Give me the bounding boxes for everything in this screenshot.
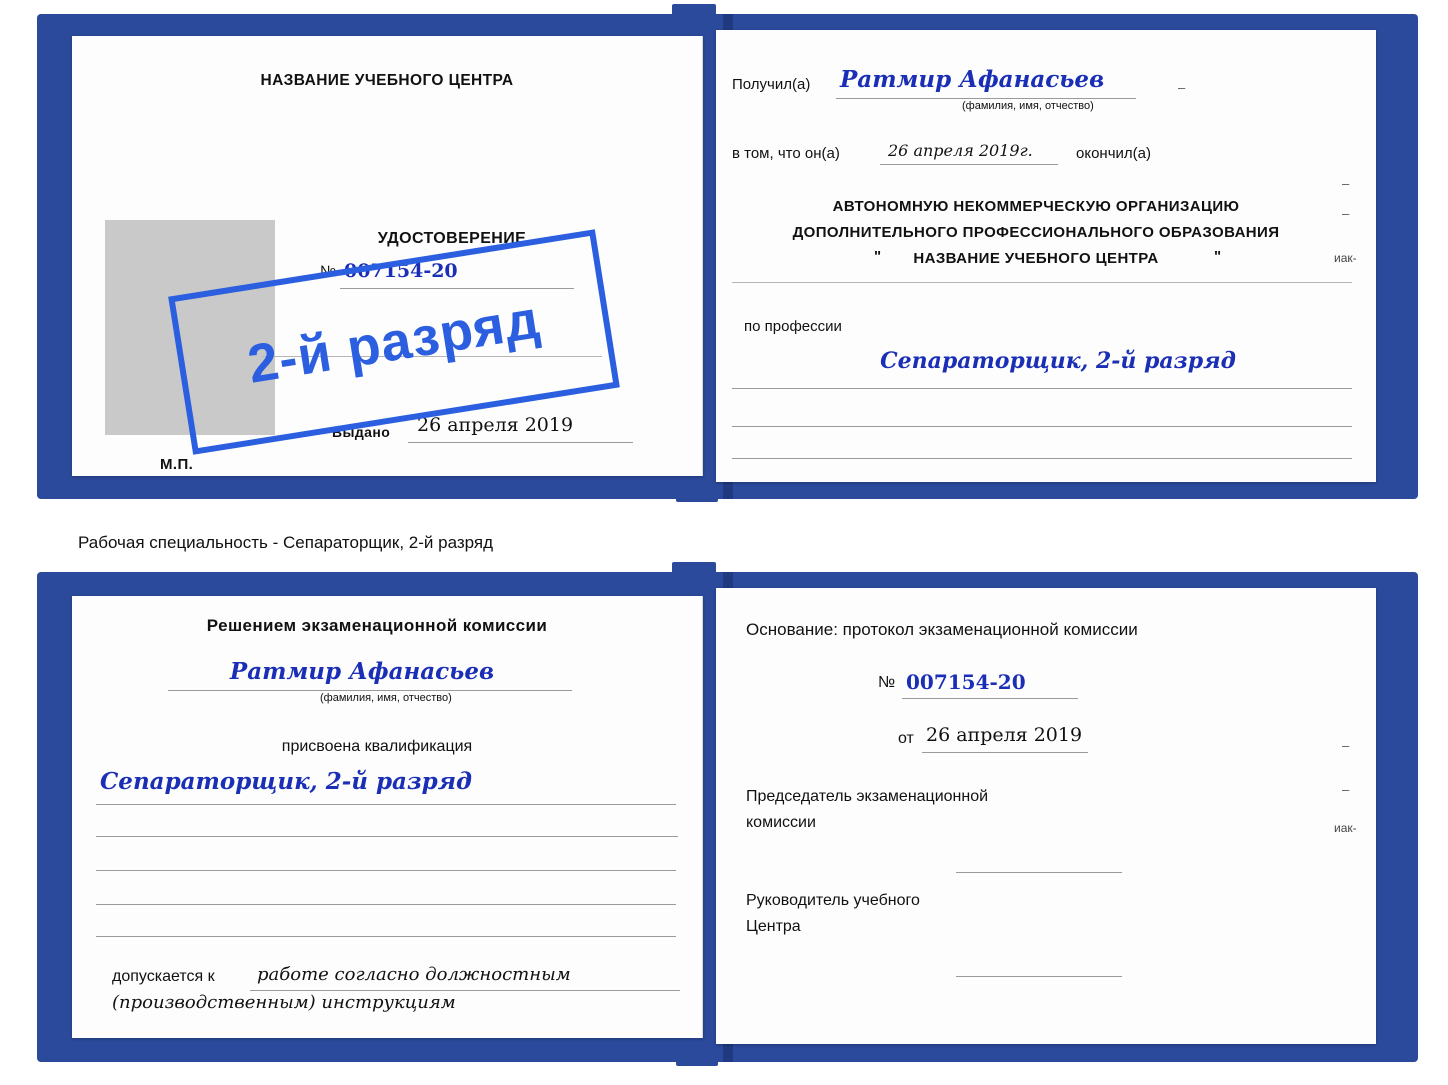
bottom-number-symbol: № bbox=[878, 674, 896, 691]
issued-date: 26 апреля 2019 bbox=[417, 414, 574, 436]
bottom-edge-text: иак- bbox=[1334, 821, 1357, 835]
head-sign-rule bbox=[956, 976, 1122, 977]
chairman-line-1: Председатель экзаменационной bbox=[746, 788, 989, 805]
edge-dash-4: – bbox=[1342, 738, 1350, 753]
training-center-name: НАЗВАНИЕ УЧЕБНОГО ЦЕНТРА bbox=[260, 72, 514, 89]
seal-label: М.П. bbox=[160, 456, 194, 473]
org-name: НАЗВАНИЕ УЧЕБНОГО ЦЕНТРА bbox=[913, 250, 1159, 267]
admitted-value-line2: (производственным) инструкциям bbox=[112, 992, 456, 1013]
head-line-1: Руководитель учебного bbox=[746, 892, 920, 909]
from-date: 26 апреля 2019 bbox=[926, 724, 1083, 746]
page-caption: Рабочая специальность - Сепараторщик, 2-й разряд bbox=[78, 533, 494, 552]
issued-rule bbox=[408, 442, 633, 443]
qual-rule-5 bbox=[96, 936, 676, 937]
profession-rule-3 bbox=[732, 458, 1352, 459]
profession-value: Сепараторщик, 2-й разряд bbox=[880, 348, 1236, 374]
admitted-label: допускается к bbox=[112, 968, 215, 985]
from-label: от bbox=[898, 730, 914, 747]
bottom-name-value: Ратмир Афанасьев bbox=[229, 658, 495, 685]
bottom-right-page bbox=[716, 588, 1376, 1044]
name-hint: (фамилия, имя, отчество) bbox=[962, 100, 1094, 112]
bottom-name-rule bbox=[168, 690, 572, 691]
edge-dash-2: – bbox=[1342, 176, 1350, 191]
top-edge-text: иак- bbox=[1334, 251, 1357, 265]
org-line-1: АВТОНОМНУЮ НЕКОММЕРЧЕСКУЮ ОРГАНИЗАЦИЮ bbox=[832, 198, 1240, 215]
edge-dash-3: – bbox=[1342, 206, 1350, 221]
org-quote-close: " bbox=[1214, 248, 1222, 265]
profession-rule-1 bbox=[732, 388, 1352, 389]
admitted-rule bbox=[250, 990, 680, 991]
cover-tab-bottom-bottom bbox=[676, 1044, 718, 1066]
qual-rule-2 bbox=[96, 836, 678, 837]
cover-tab-top-left bbox=[672, 4, 716, 28]
decision-title: Решением экзаменационной комиссии bbox=[206, 616, 548, 635]
profession-rule-2 bbox=[732, 426, 1352, 427]
qual-rule-1 bbox=[96, 804, 676, 805]
finished-label: окончил(а) bbox=[1076, 145, 1151, 162]
document-title: УДОСТОВЕРЕНИЕ bbox=[377, 230, 527, 247]
org-quote-open: " bbox=[874, 248, 882, 265]
cover-tab-bottom bbox=[676, 480, 718, 502]
qualification-value: Сепараторщик, 2-й разряд bbox=[100, 768, 473, 795]
bottom-left-page bbox=[72, 596, 703, 1038]
certificate-number: 007154-20 bbox=[344, 260, 458, 282]
bottom-number-rule bbox=[902, 698, 1078, 699]
head-line-2: Центра bbox=[746, 918, 801, 935]
watermark-stamp: 2-й разряд bbox=[168, 229, 620, 455]
edge-dash-1: – bbox=[1178, 80, 1186, 95]
basis-label: Основание: протокол экзаменационной комиссии bbox=[746, 620, 1138, 639]
that-he-label: в том, что он(а) bbox=[732, 145, 840, 162]
received-name: Ратмир Афанасьев bbox=[840, 66, 1105, 93]
number-symbol: № bbox=[320, 263, 337, 280]
top-right-page bbox=[716, 30, 1376, 482]
received-label: Получил(а) bbox=[732, 76, 811, 93]
org-rule bbox=[732, 282, 1352, 283]
chairman-sign-rule bbox=[956, 872, 1122, 873]
qual-rule-3 bbox=[96, 870, 676, 871]
chairman-line-2: комиссии bbox=[746, 814, 816, 831]
cover-tab-bottom-left bbox=[672, 562, 716, 586]
org-line-2: ДОПОЛНИТЕЛЬНОГО ПРОФЕССИОНАЛЬНОГО ОБРАЗОВАНИЯ bbox=[792, 224, 1280, 241]
bottom-number-value: 007154-20 bbox=[906, 670, 1026, 694]
issued-label: Выдано bbox=[332, 424, 391, 440]
admitted-value-line1: работе согласно должностным bbox=[257, 964, 571, 985]
qual-rule-4 bbox=[96, 904, 676, 905]
finish-date: 26 апреля 2019г. bbox=[888, 141, 1033, 160]
from-rule bbox=[922, 752, 1088, 753]
finish-date-rule bbox=[880, 164, 1058, 165]
bottom-name-hint: (фамилия, имя, отчество) bbox=[320, 692, 452, 704]
edge-dash-5: – bbox=[1342, 782, 1350, 797]
qualification-label: присвоена квалификация bbox=[281, 738, 473, 755]
profession-label: по профессии bbox=[744, 318, 842, 335]
received-rule bbox=[836, 98, 1136, 99]
